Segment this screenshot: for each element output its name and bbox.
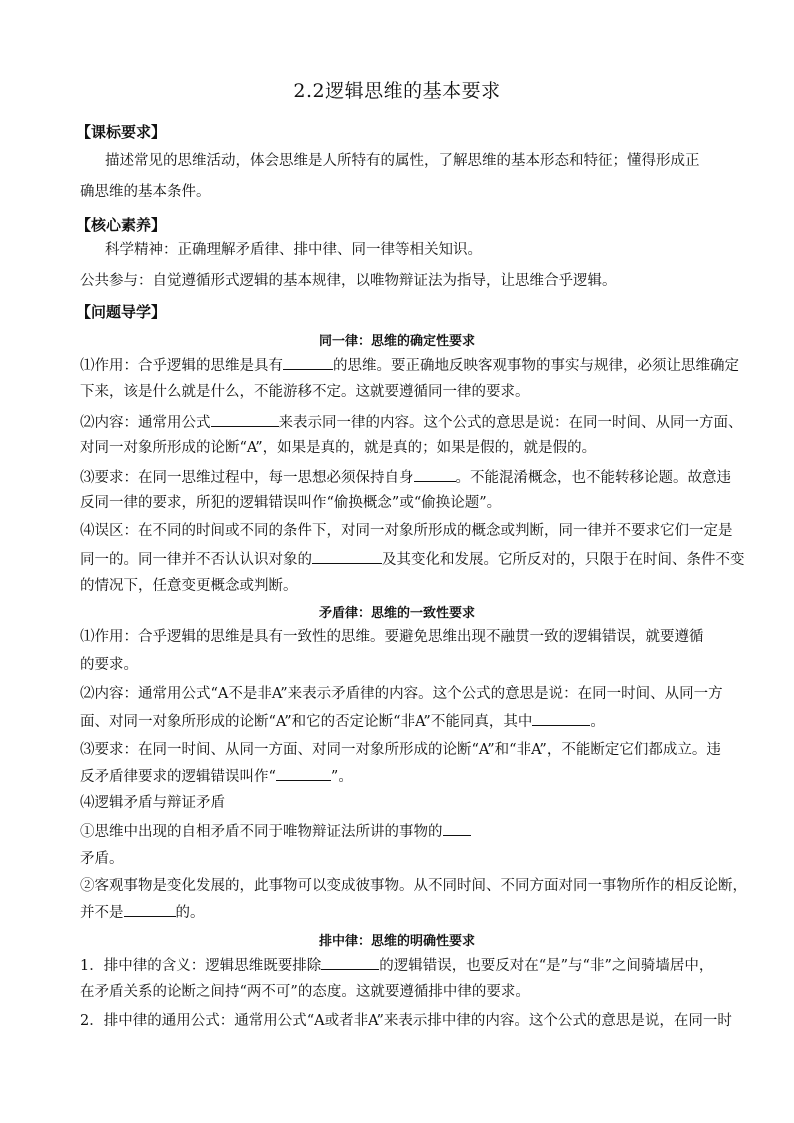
paragraph-line: ⑶要求：在同一时间、从同一方面、对同一对象所形成的论断“A”和“非A”，不能断定它们都成立。违 xyxy=(80,742,721,758)
section-heading-hexin: 【核心素养】 xyxy=(76,216,167,234)
paragraph-line: 1．排中律的含义：逻辑思维既要排除 的逻辑错误，也要反对在“是”与“非”之间骑墙居中， xyxy=(80,955,720,976)
subheading-tongyi: 同一律：思维的确定性要求 xyxy=(318,334,475,349)
subheading-maodun: 矛盾律：思维的一致性要求 xyxy=(318,606,475,621)
paragraph-line: 并不是 的。 xyxy=(80,902,720,923)
fill-blank[interactable] xyxy=(211,412,279,427)
paragraph-line: 描述常见的思维活动，体会思维是人所特有的属性，了解思维的基本形态和特征；懂得形成正 xyxy=(105,153,700,169)
paragraph-line: ⑶要求：在同一思维过程中，每一思想必须保持自身 。不能混淆概念，也不能转移论题。故意违 xyxy=(80,467,720,488)
paragraph-line: ⑴作用：合乎逻辑的思维是具有一致性的思维。要避免思维出现不融贯一致的逻辑错误，就要遵循 xyxy=(80,629,704,645)
paragraph-line: 同一的。同一律并不否认认识对象的 及其变化和发展。它所反对的，只限于在时间、条件不变 xyxy=(80,549,720,570)
section-heading-wenti: 【问题导学】 xyxy=(76,303,167,321)
fill-blank[interactable] xyxy=(276,766,331,781)
paragraph-line: 矛盾。 xyxy=(80,851,124,867)
paragraph-line: 公共参与：自觉遵循形式逻辑的基本规律，以唯物辩证法为指导，让思维合乎逻辑。 xyxy=(80,273,617,289)
fill-blank[interactable] xyxy=(414,467,456,482)
paragraph-line: 反矛盾律要求的逻辑错误叫作“ ”。 xyxy=(80,766,720,787)
fill-blank[interactable] xyxy=(532,711,590,726)
fill-blank[interactable] xyxy=(312,549,382,564)
paragraph-line: ⑴作用：合乎逻辑的思维是具有 的思维。要正确地反映客观事物的事实与规律，必须让思维确定 xyxy=(80,355,720,376)
paragraph-line: ⑵内容：通常用公式 来表示同一律的内容。这个公式的意思是说：在同一时间、从同一方面、 xyxy=(80,412,720,433)
fill-blank[interactable] xyxy=(124,902,176,917)
paragraph-line: 面、对同一对象所形成的论断“A”和它的否定论断“非A”不能同真，其中 。 xyxy=(80,711,720,732)
paragraph-line: ⑷逻辑矛盾与辩证矛盾 xyxy=(80,795,225,811)
paragraph-line: 的要求。 xyxy=(80,657,138,673)
document-title: 2.2逻辑思维的基本要求 xyxy=(293,80,501,102)
paragraph-line: 科学精神：正确理解矛盾律、排中律、同一律等相关知识。 xyxy=(105,242,482,258)
paragraph-line: 下来，该是什么就是什么，不能游移不定。这就要遵循同一律的要求。 xyxy=(80,384,530,400)
paragraph-line: ②客观事物是变化发展的，此事物可以变成彼事物。从不同时间、不同方面对同一事物所作的相反论断， xyxy=(80,878,747,894)
paragraph-line: ⑷误区：在不同的时间或不同的条件下，对同一对象所形成的概念或判断，同一律并不要求它们一定是 xyxy=(80,523,733,539)
paragraph-line: 的情况下，任意变更概念或判断。 xyxy=(80,578,298,594)
subheading-paizhong: 排中律：思维的明确性要求 xyxy=(318,934,475,949)
section-heading-kebiao: 【课标要求】 xyxy=(76,123,167,141)
paragraph-line: 确思维的基本条件。 xyxy=(80,184,211,200)
paragraph-line: 2．排中律的通用公式：通常用公式“A或者非A”来表示排中律的内容。这个公式的意思是说，在同一时 xyxy=(80,1013,732,1029)
fill-blank[interactable] xyxy=(443,821,471,836)
paragraph-line: 在矛盾关系的论断之间持“两不可”的态度。这就要遵循排中律的要求。 xyxy=(80,984,530,1000)
paragraph-line: 反同一律的要求，所犯的逻辑错误叫作“偷换概念”或“偷换论题”。 xyxy=(80,495,502,511)
paragraph-line: ①思维中出现的自相矛盾不同于唯物辩证法所讲的事物的 xyxy=(80,821,720,842)
fill-blank[interactable] xyxy=(321,955,379,970)
fill-blank[interactable] xyxy=(283,355,333,370)
paragraph-line: 对同一对象所形成的论断“A”，如果是真的，就是真的；如果是假的，就是假的。 xyxy=(80,440,597,456)
paragraph-line: ⑵内容：通常用公式“A不是非A”来表示矛盾律的内容。这个公式的意思是说：在同一时间、从同一方 xyxy=(80,686,723,702)
